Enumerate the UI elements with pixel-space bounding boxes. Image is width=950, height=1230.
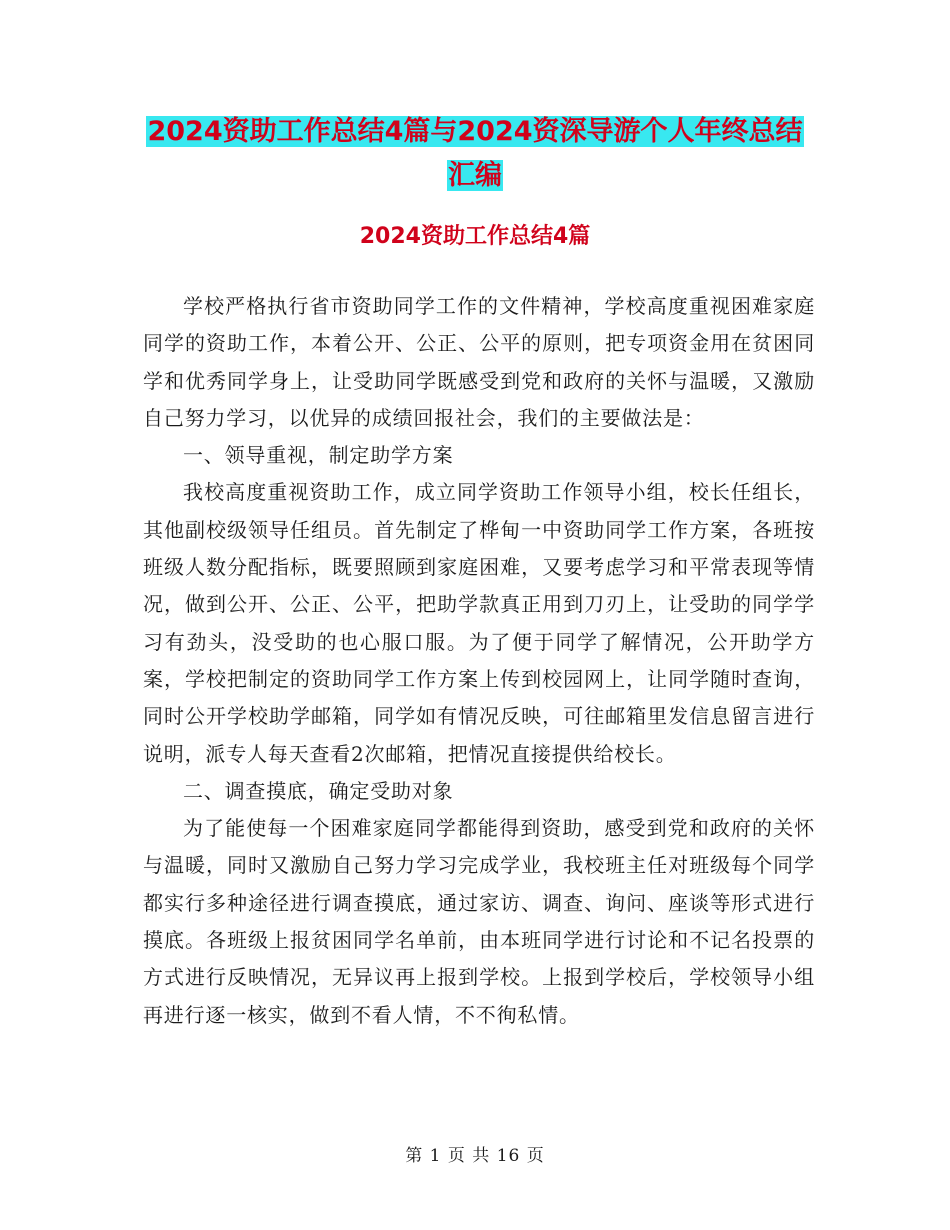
- paragraph-1: 我校高度重视资助工作，成立同学资助工作领导小组，校长任组长，其他副校级领导任组员。首先制定了桦甸一中资助同学工作方案，各班按班级人数分配指标，既要照顾到家庭困难，又要考虑学习和平常表现等情况，做到公开、公正、公平，把助学款真正用到刀刃上，让受助的同学学习有劲头，没受助的也心服口服。为了便于同学了解情况，公开助学方案，学校把制定的资助同学工作方案上传到校园网上，让同学随时查询，同时公开学校助学邮箱，同学如有情况反映，可往邮箱里发信息留言进行说明，派专人每天查看2次邮箱，把情况直接提供给校长。: [143, 480, 815, 766]
- subheading-2: 二、调查摸底，确定受助对象: [183, 778, 454, 803]
- section-title: 2024资助工作总结4篇: [359, 224, 591, 249]
- document-title-text-2: 汇编: [448, 160, 502, 191]
- paragraph-2: 为了能使每一个困难家庭同学都能得到资助，感受到党和政府的关怀与温暖，同时又激励自己努力学习完成学业，我校班主任对班级每个同学都实行多种途径进行调查摸底，通过家访、调查、询问、座谈等形式进行摸底。各班级上报贫困同学名单前，由本班同学进行讨论和不记名投票的方式进行反映情况，无异议再上报到学校。上报到学校后，学校领导小组再进行逐一核实，做到不看人情，不不徇私情。: [143, 816, 815, 1027]
- document-title-line-1: [0, 112, 950, 152]
- document-title-text-1: 2024资助工作总结4篇与2024资深导游个人年终总结: [147, 116, 803, 147]
- paragraph-intro: 学校严格执行省市资助同学工作的文件精神，学校高度重视困难家庭同学的资助工作，本着公开、公正、公平的原则，把专项资金用在贫困同学和优秀同学身上，让受助同学既感受到党和政府的关怀与温暖，又激励自己努力学习，以优异的成绩回报社会，我们的主要做法是：: [143, 294, 815, 430]
- subheading-1: 一、领导重视，制定助学方案: [183, 443, 454, 468]
- document-body: [143, 288, 815, 1034]
- page-footer: 第 1 页 共 16 页: [405, 1146, 545, 1166]
- document-title-line-2: [0, 156, 950, 196]
